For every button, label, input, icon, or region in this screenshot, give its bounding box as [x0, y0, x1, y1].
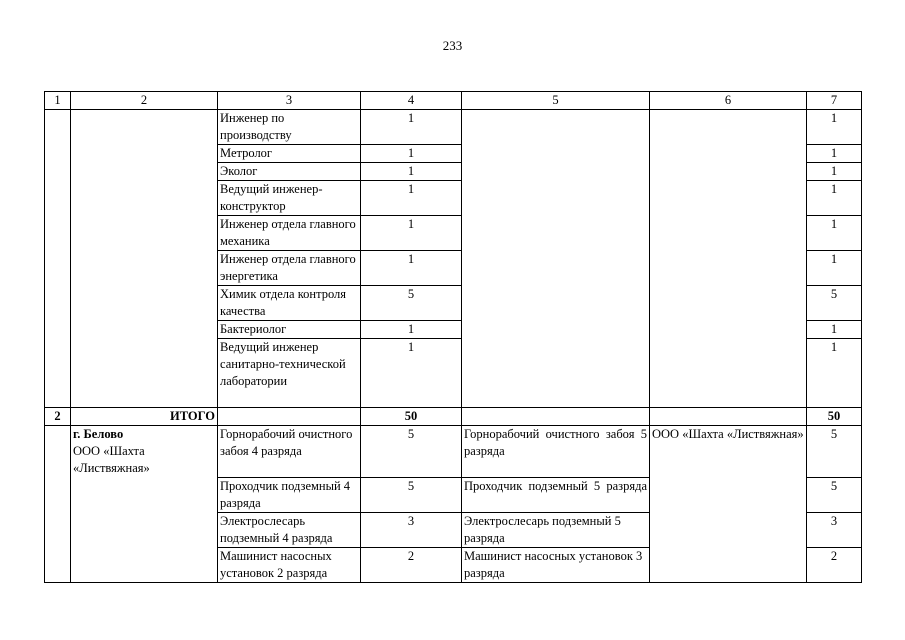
count-cell: 1 [361, 251, 462, 286]
column-number-row [45, 92, 862, 110]
column-header: 5 [462, 92, 650, 110]
column-header: 6 [650, 92, 807, 110]
total-cell: 1 [807, 110, 862, 145]
position-cell: Горнорабочий очистного забоя 4 разряда [218, 426, 361, 478]
count-cell: 3 [361, 513, 462, 548]
count-cell: 5 [361, 426, 462, 478]
position-cell: Машинист насосных установок 2 разряда [218, 548, 361, 583]
empty-cell [650, 110, 807, 408]
count-cell: 1 [361, 163, 462, 181]
total-cell: 1 [807, 339, 862, 408]
position-cell: Ведущий инженер санитарно-технической лаборатории [218, 339, 361, 408]
empty-cell [462, 110, 650, 408]
empty-cell [462, 408, 650, 426]
empty-cell [650, 408, 807, 426]
organization-name: ООО «Шахта «Листвяжная» [73, 444, 150, 475]
count-cell: 2 [361, 548, 462, 583]
total-row-total: 50 [807, 408, 862, 426]
target-position-cell: Машинист насосных установок 3 разряда [462, 548, 650, 583]
empty-cell [45, 426, 71, 583]
table-row [45, 426, 862, 478]
position-cell: Эколог [218, 163, 361, 181]
position-cell: Ведущий инженер-конструктор [218, 181, 361, 216]
count-cell: 1 [361, 216, 462, 251]
position-cell: Инженер отдела главного механика [218, 216, 361, 251]
position-cell: Инженер отдела главного энергетика [218, 251, 361, 286]
count-cell: 1 [361, 110, 462, 145]
column-header: 7 [807, 92, 862, 110]
empty-cell [218, 408, 361, 426]
total-cell: 1 [807, 216, 862, 251]
empty-cell [71, 110, 218, 408]
table-row [45, 110, 862, 145]
total-cell: 1 [807, 251, 862, 286]
column-header: 2 [71, 92, 218, 110]
total-cell: 3 [807, 513, 862, 548]
total-row-label: ИТОГО [71, 408, 218, 426]
count-cell: 1 [361, 145, 462, 163]
empty-cell [45, 110, 71, 408]
column-header: 4 [361, 92, 462, 110]
count-cell: 1 [361, 321, 462, 339]
count-cell: 5 [361, 478, 462, 513]
total-cell: 5 [807, 286, 862, 321]
count-cell: 1 [361, 181, 462, 216]
staffing-table [44, 91, 862, 583]
position-cell: Бактериолог [218, 321, 361, 339]
total-cell: 1 [807, 181, 862, 216]
target-position-cell: Проходчик подземный 5 разряда [462, 478, 650, 513]
column-header: 1 [45, 92, 71, 110]
target-position-cell: Горнорабочий очистного забоя 5 разряда [462, 426, 650, 478]
column-header: 3 [218, 92, 361, 110]
total-cell: 1 [807, 163, 862, 181]
total-cell: 2 [807, 548, 862, 583]
total-row-count: 50 [361, 408, 462, 426]
position-cell: Химик отдела контроля качества [218, 286, 361, 321]
employer-cell: ООО «Шахта «Листвяжная» [650, 426, 807, 583]
page-number: 233 [442, 38, 463, 53]
organization-cell [71, 426, 218, 583]
count-cell: 1 [361, 339, 462, 408]
total-cell: 5 [807, 426, 862, 478]
target-position-cell: Электрослесарь подземный 5 разряда [462, 513, 650, 548]
total-cell: 1 [807, 321, 862, 339]
total-cell: 1 [807, 145, 862, 163]
total-cell: 5 [807, 478, 862, 513]
city-label: г. Белово [73, 427, 124, 441]
total-row-number: 2 [45, 408, 71, 426]
position-cell: Проходчик подземный 4 разряда [218, 478, 361, 513]
count-cell: 5 [361, 286, 462, 321]
position-cell: Электрослесарь подземный 4 разряда [218, 513, 361, 548]
position-cell: Метролог [218, 145, 361, 163]
total-row [45, 408, 862, 426]
position-cell: Инженер по производству [218, 110, 361, 145]
